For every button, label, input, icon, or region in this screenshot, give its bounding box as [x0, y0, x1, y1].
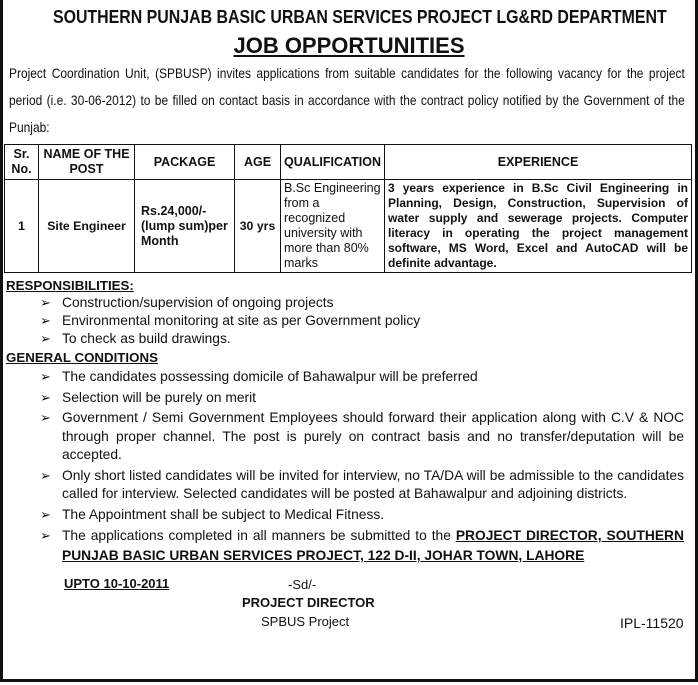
page-title: JOB OPPORTUNITIES [233, 33, 465, 58]
signature-mark: -Sd/- [288, 577, 317, 592]
general-conditions-heading: GENERAL CONDITIONS [6, 350, 158, 365]
table-row [5, 180, 692, 273]
vacancy-table [4, 144, 692, 273]
general-conditions-list [40, 368, 684, 566]
signatory-title: PROJECT DIRECTOR [242, 595, 375, 610]
arrow-bullet-icon: ➢ [40, 295, 51, 310]
arrow-bullet-icon: ➢ [40, 467, 51, 483]
responsibilities-heading: RESPONSIBILITIES: [6, 278, 134, 293]
table-header-row [5, 145, 692, 180]
cell-experience: 3 years experience in B.Sc Civil Engineering in Planning, Design, Construction, Supervision of water supply and sewerage projects. Computer literacy in operating the project management software, MS Word, Excel and AutoCAD will be definite advantage. [385, 180, 692, 273]
list-item: ➢ The Appointment shall be subject to Medical Fitness. [40, 506, 684, 525]
list-item: ➢ Selection will be purely on merit [40, 389, 684, 408]
col-experience: EXPERIENCE [385, 145, 692, 180]
list-item: ➢ The candidates possessing domicile of Bahawalpur will be preferred [40, 368, 684, 387]
cell-qualification: B.Sc Engineering from a recognized university with more than 80% marks [281, 180, 385, 273]
arrow-bullet-icon: ➢ [40, 369, 51, 384]
col-age: AGE [235, 145, 281, 180]
arrow-bullet-icon: ➢ [40, 313, 51, 328]
department-title-row [3, 0, 695, 32]
col-package: PACKAGE [135, 145, 235, 180]
list-item: ➢ To check as build drawings. [40, 331, 231, 346]
arrow-bullet-icon: ➢ [40, 389, 51, 405]
col-post: NAME OF THE POST [39, 145, 135, 180]
responsibilities-list [40, 294, 640, 348]
list-item: ➢ Only short listed candidates will be invited for interview, no TA/DA will be admissible to the candidates called for interview. Selected candidates will be posted at Bahawalpur and adjoining districts. [40, 467, 684, 501]
cell-sr: 1 [5, 180, 39, 273]
arrow-bullet-icon: ➢ [40, 331, 51, 346]
arrow-bullet-icon: ➢ [40, 506, 51, 522]
list-item: ➢ Construction/supervision of ongoing projects [40, 295, 334, 310]
col-sr: Sr. No. [5, 145, 39, 180]
col-qualification: QUALIFICATION [281, 145, 385, 180]
cell-age: 30 yrs [235, 180, 281, 273]
arrow-bullet-icon: ➢ [40, 528, 51, 543]
submission-address: PROJECT DIRECTOR, SOUTHERN PUNJAB BASIC URBAN SERVICES PROJECT, 122 D-II, JOHAR TOWN, LAHORE [62, 528, 684, 563]
footer [3, 574, 695, 638]
list-item: ➢ Environmental monitoring at site as per Government policy [40, 313, 421, 328]
reference-number: IPL-11520 [620, 615, 684, 631]
department-title: SOUTHERN PUNJAB BASIC URBAN SERVICES PROJECT LG&RD DEPARTMENT [52, 6, 667, 27]
arrow-bullet-icon: ➢ [40, 410, 51, 425]
intro-wrapper [9, 60, 695, 144]
list-item: ➢ Government / Semi Government Employees should forward their application along with C.V & NOC through proper channel. The post is purely on contract basis and no transfer/deputation will be accepted. [40, 410, 684, 462]
list-item: ➢ The applications completed in all manners be submitted to the PROJECT DIRECTOR, SOUTHERN PUNJAB BASIC URBAN SERVICES PROJECT, 122 D-II, JOHAR TOWN, LAHORE [40, 528, 684, 563]
cell-post: Site Engineer [39, 180, 135, 273]
signatory-org: SPBUS Project [261, 614, 350, 629]
cell-package: Rs.24,000/- (lump sum)per Month [135, 180, 235, 273]
deadline: UPTO 10-10-2011 [64, 576, 170, 591]
intro-paragraph: Project Coordination Unit, (SPBUSP) invites applications from suitable candidates for the following vacancy for the project period (i.e. 30-06-2012) to be filled on contact basis in accordance with the contract policy notified by the Government of the Punjab: [9, 66, 685, 135]
